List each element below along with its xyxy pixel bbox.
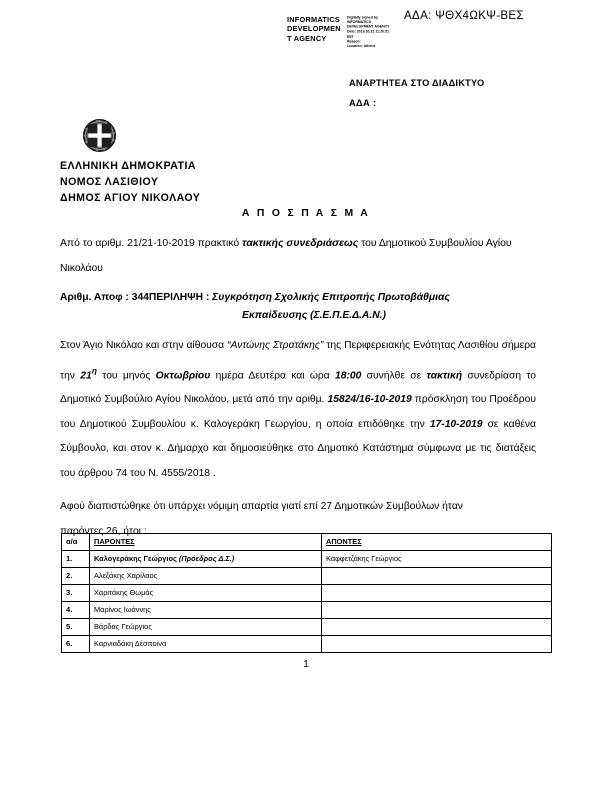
body-paragraph <box>60 334 536 486</box>
body-segment: συνεδρίαση το Δημοτικό Συμβούλιο Αγίου Νικολάου, μετά από την αριθμ. <box>60 369 536 406</box>
quorum-line-2: παρόντες 26, ήτοι : <box>60 525 147 537</box>
signature-detail-line: DEVELOPMENT AGENCY <box>347 24 390 30</box>
page-title: Α Π Ο Σ Π Α Σ Μ Α <box>241 208 371 219</box>
decision-heading <box>60 289 538 324</box>
table-row <box>62 568 552 585</box>
absent-member <box>322 602 552 619</box>
body-segment: ημέρα Δευτέρα και ώρα <box>210 369 335 381</box>
republic-line-1: ΕΛΛΗΝΙΚΗ ΔΗΜΟΚΡΑΤΙΑ <box>60 160 196 172</box>
meeting-time: 18:00 <box>334 369 362 381</box>
signature-detail-line: EET <box>347 34 354 39</box>
body-segment: σε καθένα Σύμβουλο, και στον κ. Δήμαρχο και δημοσιεύθηκε στο Δημοτικό Κατάστημα σύμφωνα με τις διατάξεις του άρθρου 74 του Ν. 4555/2018 . <box>60 418 536 479</box>
table-row <box>62 602 552 619</box>
absent-member <box>322 568 552 585</box>
signature-detail-line: Reason: <box>347 38 361 44</box>
intro-suffix: του Δημοτικού Συμβουλίου Αγίου Νικολάου <box>60 238 512 274</box>
meeting-hall-name: “Αντώνης Στρατάκης” <box>227 340 324 351</box>
table-row <box>62 551 552 568</box>
meeting-month: Οκτωβρίου <box>155 369 211 381</box>
ada-code: ΑΔΑ: ΨΘΧ4ΩΚΨ-ΒΕΣ <box>404 9 524 22</box>
present-member-name: Καλογεράκης Γεώργιος <box>94 554 179 563</box>
meeting-day: 21 <box>80 369 92 381</box>
present-member: Χαριτάκης Θωμάς <box>90 585 322 602</box>
summary-label: ΠΕΡΙΛΗΨΗ : <box>148 292 213 303</box>
digital-signature-stamp <box>287 15 405 61</box>
present-member: Καρνιαδάκη Δέσποινα <box>90 636 322 653</box>
served-date: 17-10-2019 <box>429 418 483 430</box>
signature-agency-name <box>287 15 343 43</box>
page-number: 1 <box>303 658 309 670</box>
body-segment: πρόσκληση του Προέδρου του Δημοτικού Συμβουλίου κ. Καλογεράκη Γεωργίου, η οποία επιδόθηκε την <box>60 394 536 430</box>
body-segment: της Περιφερειακής Ενότητας Λασιθίου σήμερα την <box>60 340 537 381</box>
present-member: Μαρίνος Ιωάννης <box>90 602 322 619</box>
absent-member: Καφφετζάκης Γεώργιος <box>322 551 552 568</box>
table-header-row <box>62 534 552 551</box>
meeting-day-suffix: η <box>91 365 97 376</box>
signature-detail-line: Location: Athens <box>347 43 376 49</box>
intro-emphasis: τακτικής συνεδριάσεως <box>242 238 359 249</box>
table-row <box>62 619 552 636</box>
signature-agency-line: INFORMATICS <box>287 15 340 24</box>
column-header-present <box>90 534 322 551</box>
row-index: 4. <box>62 602 90 619</box>
table-row <box>62 636 552 653</box>
column-header-absent-text: ΑΠΟΝΤΕΣ <box>326 537 362 546</box>
republic-line-3: ΔΗΜΟΣ ΑΓΙΟΥ ΝΙΚΟΛΑΟΥ <box>60 192 201 205</box>
ada-label: ΑΔΑ : <box>349 98 377 108</box>
row-index: 1. <box>62 551 90 568</box>
greek-national-emblem-icon <box>83 119 116 152</box>
table-row <box>62 585 552 602</box>
publication-notice: ΑΝΑΡΤΗΤΕΑ ΣΤΟ ΔΙΑΔΙΚΤΥΟ <box>349 78 485 88</box>
republic-heading <box>60 158 200 207</box>
row-index: 6. <box>62 636 90 653</box>
decision-subject-line-1: Συγκρότηση Σχολικής Επιτροπής Πρωτοβάθμιας <box>212 292 450 303</box>
present-member <box>90 551 322 568</box>
absent-member <box>322 585 552 602</box>
decision-number: Αριθμ. Αποφ : 344 <box>60 292 149 303</box>
signature-agency-line: DEVELOPMEN <box>287 24 341 34</box>
intro-prefix: Από το αριθμ. 21/21-10-2019 πρακτικό <box>60 238 243 249</box>
signature-detail-line: Date: 2019.10.31 11:20:51 <box>347 29 390 34</box>
present-member: Αλεξάκης Χαρίλαος <box>90 568 322 585</box>
decision-subject-line-2: Εκπαίδευσης (Σ.Ε.Π.Ε.Δ.Α.Ν.) <box>242 309 386 321</box>
republic-line-2: ΝΟΜΟΣ ΛΑΣΙΘΙΟΥ <box>60 176 159 189</box>
row-index: 2. <box>62 568 90 585</box>
invitation-number: 15824/16-10-2019 <box>327 394 412 406</box>
signature-details <box>347 15 405 48</box>
signature-agency-line: T AGENCY <box>287 33 327 43</box>
present-member: Βάρδας Γεώργιος <box>90 619 322 636</box>
body-segment: του μηνός <box>96 369 156 381</box>
row-index: 3. <box>62 585 90 602</box>
attendance-table <box>61 533 552 653</box>
body-segment: συνήλθε σε <box>361 369 427 381</box>
signature-detail-line: INFORMATICS <box>347 19 372 25</box>
absent-member <box>322 619 552 636</box>
session-type: τακτική <box>426 369 463 381</box>
body-segment: Στον Άγιο Νικόλαο και στην αίθουσα <box>60 340 228 351</box>
row-index: 5. <box>62 619 90 636</box>
column-header-index: α/α <box>62 534 90 551</box>
column-header-present-text: ΠΑΡΟΝΤΕΣ <box>94 537 135 546</box>
quorum-line-1: Αφού διαπιστώθηκε ότι υπάρχει νόμιμη απαρτία γιατί επί 27 Δημοτικών Συμβούλων ήταν <box>60 501 463 512</box>
signature-detail-line: Digitally signed by <box>347 15 378 20</box>
intro-paragraph <box>60 231 535 281</box>
present-member-role: (Πρόεδρος Δ.Σ.) <box>178 554 235 563</box>
absent-member <box>322 636 552 653</box>
column-header-absent <box>322 534 552 551</box>
